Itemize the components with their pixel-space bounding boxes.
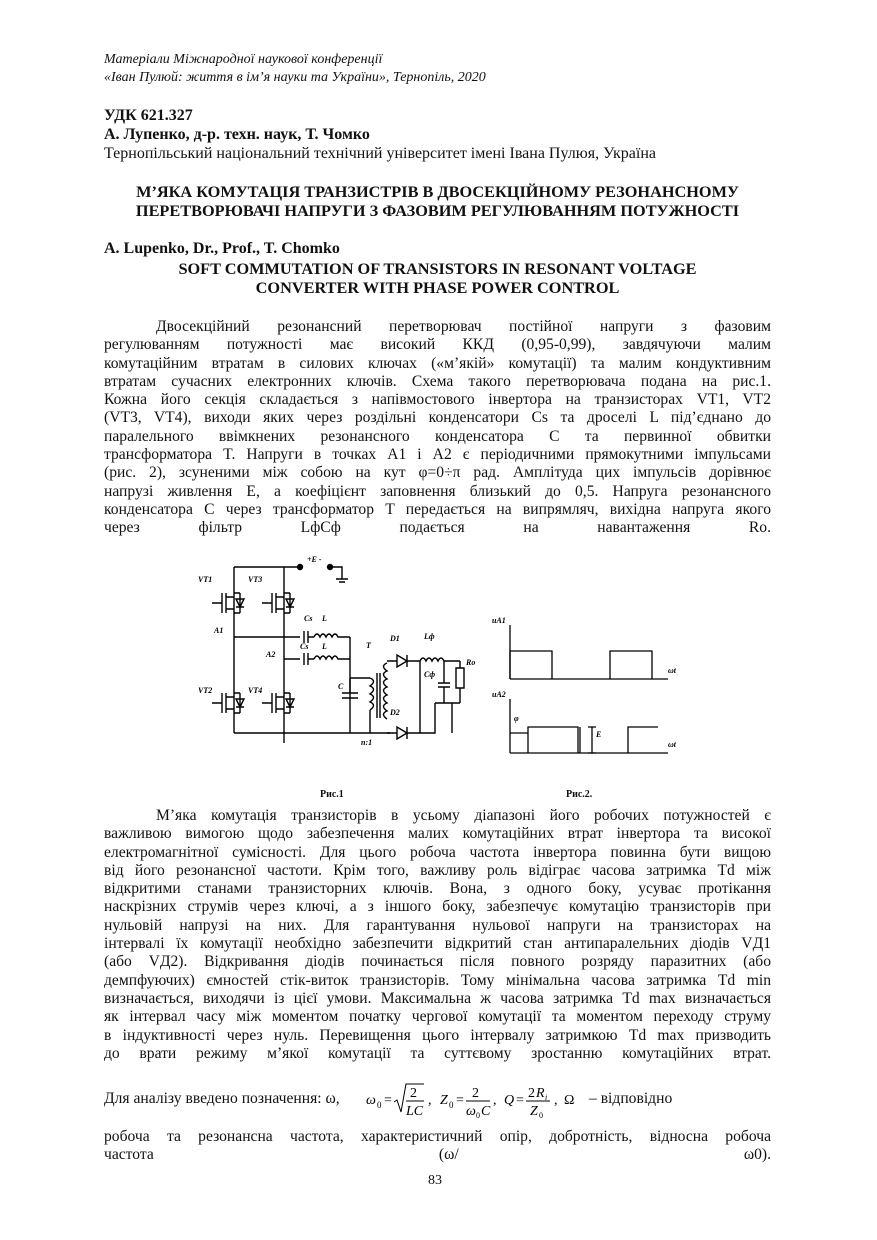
label-t: T bbox=[366, 641, 371, 650]
text-line: як інтервал часу між моментом початку чергової комутації та моментом переходу струму bbox=[104, 1008, 771, 1026]
text-line: Кожна його секція складається з напівмостового інвертора на транзисторах VT1, VT2 bbox=[104, 391, 771, 409]
svg-text:ω: ω bbox=[466, 1104, 476, 1119]
paragraph-2 bbox=[104, 807, 771, 1063]
text-line: важливою вимогою щодо забезпечення малих комутаційних втрат інвертора та високої bbox=[104, 825, 771, 843]
label-cs1: Cs bbox=[304, 614, 313, 623]
text-line: відкритими станами транзисторних ключів. Вона, з одного боку, усуває протікання bbox=[104, 880, 771, 898]
label-ro: Ro bbox=[466, 658, 476, 667]
text-line: (VT3, VT4), виходи яких через роздільні конденсатори Cs та дроселі L під’єднано до bbox=[104, 409, 771, 427]
text-line: електромагнітної сумісності. Для цього робоча частота інвертора повинна бути вищою bbox=[104, 843, 771, 861]
title-ua-line: М’ЯКА КОМУТАЦІЯ ТРАНЗИСТРІВ В ДВОСЕКЦІЙНОМУ РЕЗОНАНСНОМУ bbox=[136, 182, 739, 201]
svg-text:C: C bbox=[481, 1104, 491, 1119]
label-c: C bbox=[338, 682, 344, 691]
figure-1-caption: Рис.1 bbox=[320, 789, 344, 800]
title-ua-line: ПЕРЕТВОРЮВАЧІ НАПРУГИ З ФАЗОВИМ РЕГУЛЮВАННЯМ ПОТУЖНОСТІ bbox=[135, 201, 740, 220]
svg-text:Q: Q bbox=[504, 1093, 515, 1108]
figure-2-timing bbox=[488, 615, 708, 760]
formula-expressions bbox=[366, 1082, 626, 1122]
svg-text:0: 0 bbox=[377, 1100, 382, 1110]
label-vt2: VT2 bbox=[198, 686, 213, 695]
label-wt1: ωt bbox=[668, 666, 677, 675]
label-a1: A1 bbox=[214, 626, 224, 635]
conference-header-line2: «Іван Пулюй: життя в ім’я науки та України», Тернопіль, 2020 bbox=[104, 70, 486, 85]
label-wt2: ωt bbox=[668, 740, 677, 749]
label-lf: Lф bbox=[424, 632, 435, 641]
svg-text:i: i bbox=[545, 1093, 548, 1102]
svg-text:,: , bbox=[428, 1093, 432, 1108]
text-line: частота (ω/ ω0). bbox=[104, 1146, 771, 1164]
formula-intro: Для аналізу введено позначення: ω, bbox=[104, 1090, 340, 1107]
authors-en: A. Lupenko, Dr., Prof., T. Chomko bbox=[104, 240, 340, 257]
label-vt1: VT1 bbox=[198, 575, 213, 584]
svg-text:=: = bbox=[456, 1093, 464, 1108]
text-line: (або VД2). Відкривання діодів починається після повного розряду паразитних (або bbox=[104, 953, 771, 971]
page-number: 83 bbox=[428, 1173, 442, 1188]
svg-text:Z: Z bbox=[530, 1104, 538, 1119]
formula-tail: – відповідно bbox=[589, 1090, 673, 1107]
figure-1-circuit bbox=[190, 553, 490, 753]
conference-header-line1: Матеріали Міжнародної наукової конференції bbox=[104, 52, 383, 67]
text-line: трансформатора T. Напруги в точках A1 і A2 є періодичними прямокутними імпульсами bbox=[104, 446, 771, 464]
text-line: Двосекційний резонансний перетворювач постійної напруги з фазовим bbox=[156, 318, 771, 335]
text-line: наскрізних струмів через ключі, а з іншого боку, забезпечує комутацію транзисторів при bbox=[104, 898, 771, 916]
label-cs2: Cs bbox=[300, 642, 309, 651]
text-line: робоча та резонансна частота, характеристичний опір, добротність, відносна робоча bbox=[104, 1128, 771, 1145]
text-line: М’яка комутація транзисторів в усьому діапазоні його робочих потужностей є bbox=[156, 807, 771, 824]
text-line: інтервалі їх комутації необхідно забезпечити відкритий стан антипаралельних діодів VД1 bbox=[104, 935, 771, 953]
text-line: до врати режиму м’якої комутації та суттєвому зростанню комутаційних втрат. bbox=[104, 1044, 771, 1062]
label-e: +E - bbox=[307, 555, 322, 564]
text-line: регулюванням потужності має високий ККД (0,95-0,99), завдячуючи малим bbox=[104, 336, 771, 354]
text-line: паралельного ввімкнених резонансного конденсатора C та первинної обвитки bbox=[104, 427, 771, 445]
label-ua1: uA1 bbox=[492, 616, 506, 625]
svg-text:0: 0 bbox=[449, 1100, 454, 1110]
paragraph-1 bbox=[104, 318, 771, 538]
svg-text:=: = bbox=[516, 1093, 524, 1108]
label-e2: E bbox=[596, 730, 602, 739]
svg-text:R: R bbox=[536, 1086, 545, 1101]
authors-ua: А. Лупенко, д-р. техн. наук, Т. Чомко bbox=[104, 126, 370, 143]
title-en-line: SOFT COMMUTATION OF TRANSISTORS IN RESONANT VOLTAGE bbox=[178, 259, 697, 278]
affiliation: Тернопільський національний технічний університет імені Івана Пулюя, Україна bbox=[104, 145, 656, 162]
svg-text:0: 0 bbox=[539, 1111, 543, 1120]
formula-line bbox=[104, 1082, 771, 1122]
text-line: визначається, виходячи із цієї умови. Максимальна ж часова затримка Td max визначається bbox=[104, 989, 771, 1007]
label-vt3: VT3 bbox=[248, 575, 263, 584]
text-line: в індуктивності через нуль. Перевищення цього інтервалу затримкою Td max призводить bbox=[104, 1026, 771, 1044]
svg-text:,: , bbox=[554, 1093, 558, 1108]
label-a2: A2 bbox=[266, 650, 276, 659]
label-vt4: VT4 bbox=[248, 686, 263, 695]
label-ua2: uA2 bbox=[492, 690, 506, 699]
text-line: від його резонансної частоти. Крім того, важливу роль відіграє часова затримка Td між bbox=[104, 861, 771, 879]
text-line: нульовій напрузі на них. Для гарантування нульової напруги на транзисторах на bbox=[104, 916, 771, 934]
svg-text:,: , bbox=[493, 1093, 497, 1108]
paragraph-3 bbox=[104, 1128, 771, 1165]
figure-2-caption: Рис.2. bbox=[566, 789, 593, 800]
text-line: напрузі живлення E, а коефіцієнт заповнення близький до 0,5. Напруга резонансного bbox=[104, 482, 771, 500]
svg-text:2: 2 bbox=[410, 1086, 417, 1101]
label-phi: φ bbox=[514, 714, 519, 723]
label-d1: D1 bbox=[390, 634, 400, 643]
title-en-line: CONVERTER WITH PHASE POWER CONTROL bbox=[255, 278, 620, 297]
label-l2: L bbox=[322, 642, 327, 651]
svg-text:Ω: Ω bbox=[564, 1093, 575, 1108]
title-en bbox=[104, 259, 771, 297]
svg-text:2: 2 bbox=[528, 1086, 535, 1101]
label-n: n:1 bbox=[361, 738, 373, 747]
svg-text:Z: Z bbox=[440, 1093, 448, 1108]
text-line: комутаційним втратам в силових ключах («м’якій» комутації) та малим кондуктивним bbox=[104, 354, 771, 372]
udk: УДК 621.327 bbox=[104, 107, 193, 124]
label-l1: L bbox=[322, 614, 327, 623]
svg-text:LC: LC bbox=[406, 1104, 424, 1119]
label-cf: Cф bbox=[424, 670, 436, 679]
svg-text:ω: ω bbox=[366, 1093, 376, 1108]
text-line: демпфуючих) ємностей стік-виток транзисторів. Тому мінімальна часова затримка Td min bbox=[104, 971, 771, 989]
text-line: втратам сучасних електронних ключів. Схема такого перетворювача подана на рис.1. bbox=[104, 372, 771, 390]
svg-text:2: 2 bbox=[472, 1086, 479, 1101]
svg-text:=: = bbox=[384, 1093, 392, 1108]
svg-text:0: 0 bbox=[476, 1111, 480, 1120]
title-ua bbox=[104, 182, 771, 220]
text-line: конденсатора C через трансформатор T передається на випрямляч, вихідна напруга якого bbox=[104, 500, 771, 518]
label-d2: D2 bbox=[390, 708, 400, 717]
text-line: (рис. 2), зсуненими між собою на кут φ=0÷π рад. Амплітуда цих імпульсів дорівнює bbox=[104, 464, 771, 482]
text-line: через фільтр LфCф подається на навантаження Ro. bbox=[104, 519, 771, 537]
